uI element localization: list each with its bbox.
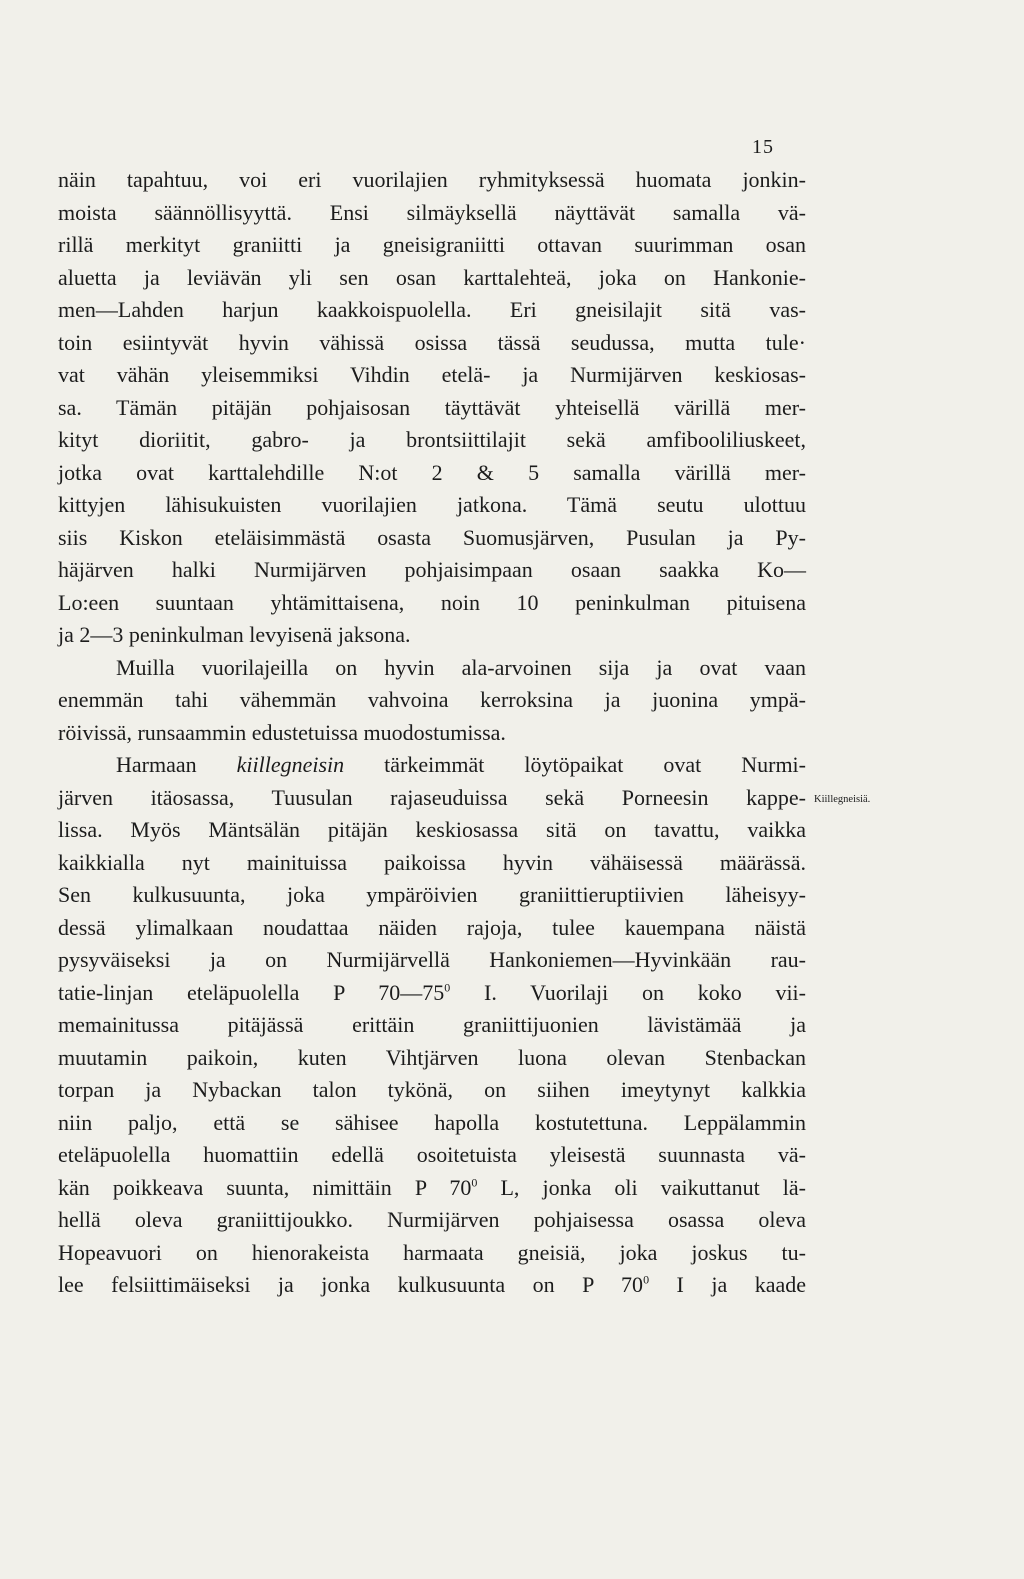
text-line: näin tapahtuu, voi eri vuorilajien ryhmityksessä huomata jonkin- (58, 167, 806, 192)
text-line: Hopeavuori on hienorakeista harmaata gneisiä, joka joskus tu- (58, 1239, 806, 1265)
text-line: kittyjen lähisukuisten vuorilajien jatkona. Tämä seutu ulottuu (58, 492, 806, 517)
degree-superscript: 0 (471, 1175, 478, 1190)
page-number: 15 (752, 136, 774, 158)
text-line: aluetta ja leviävän yli sen osan karttalehteä, joka on Hankonie- (58, 264, 806, 290)
text-line: hellä oleva graniittijoukko. Nurmijärven pohjaisessa osassa oleva (58, 1207, 806, 1232)
text-line: men—Lahden harjun kaakkoispuolella. Eri gneisilajit sitä vas- (58, 297, 806, 322)
body-text (58, 164, 806, 1302)
text-segment: lee felsiittimäiseksi ja jonka kulkusuunta on P 70 (58, 1272, 644, 1297)
text-line: ja 2—3 peninkulman levyisenä jaksona. (58, 622, 411, 647)
italic-term: kiillegneisin (236, 752, 345, 777)
text-line: röivissä, runsaammin edustetuissa muodostumissa. (58, 719, 506, 745)
text-line: dessä ylimalkaan noudattaa näiden rajoja, tulee kauempana näistä (58, 914, 806, 940)
text-line: torpan ja Nybackan talon tykönä, on siihen imeytynyt kalkkia (58, 1077, 806, 1102)
text-segment: I. Vuorilaji on koko vii- (450, 979, 806, 1005)
text-line (58, 1269, 806, 1302)
text-line: eteläpuolella huomattiin edellä osoitetuista yleisestä suunnasta vä- (58, 1142, 806, 1167)
text-line: Sen kulkusuunta, joka ympäröivien graniittieruptiivien läheisyy- (58, 882, 806, 907)
text-segment: tärkeimmät löytöpaikat ovat Nurmi- (344, 752, 806, 777)
text-line: järven itäosassa, Tuusulan rajaseuduissa sekä Porneesin kappe- (58, 784, 806, 810)
text-segment: I ja kaade (649, 1272, 807, 1297)
text-line: enemmän tahi vähemmän vahvoina kerroksina ja juonina ympä- (58, 687, 806, 712)
text-line: Lo:een suuntaan yhtämittaisena, noin 10 peninkulman pituisena (58, 589, 806, 615)
degree-superscript: 0 (444, 980, 451, 995)
text-line: siis Kiskon eteläisimmästä osasta Suomusjärven, Pusulan ja Py- (58, 524, 806, 550)
text-line: moista säännöllisyyttä. Ensi silmäyksellä näyttävät samalla vä- (58, 199, 806, 225)
text-line: niin paljo, että se sähisee hapolla kostutettuna. Leppälammin (58, 1109, 806, 1135)
degree-superscript: 0 (643, 1272, 650, 1287)
text-line (58, 977, 806, 1010)
text-segment: Harmaan (116, 752, 237, 777)
text-line: kityt dioriitit, gabro- ja brontsiittilajit sekä amfibooliliuskeet, (58, 427, 806, 452)
text-line: Muilla vuorilajeilla on hyvin ala-arvoinen sija ja ovat vaan (116, 654, 806, 680)
text-line (58, 1172, 806, 1205)
text-line: jotka ovat karttalehdille N:ot 2 & 5 samalla värillä mer- (58, 459, 806, 485)
text-line: vat vähän yleisemmiksi Vihdin etelä- ja Nurmijärven keskiosas- (58, 362, 806, 387)
text-line: muutamin paikoin, kuten Vihtjärven luona olevan Stenbackan (58, 1044, 806, 1070)
text-segment: L, jonka oli vaikuttanut lä- (477, 1174, 806, 1200)
text-line: sa. Tämän pitäjän pohjaisosan täyttävät yhteisellä värillä mer- (58, 394, 806, 420)
text-line: toin esiintyvät hyvin vähissä osissa tässä seudussa, mutta tule· (58, 329, 806, 355)
text-line: kaikkialla nyt mainituissa paikoissa hyvin vähäisessä määrässä. (58, 849, 806, 875)
text-line: rillä merkityt graniitti ja gneisigraniitti ottavan suurimman osan (58, 232, 806, 257)
margin-note: Kiillegneisiä. (814, 794, 871, 805)
text-segment: kän poikkeava suunta, nimittäin P 70 (58, 1174, 472, 1200)
text-segment: tatie-linjan eteläpuolella P 70—75 (58, 979, 445, 1005)
text-line: pysyväiseksi ja on Nurmijärvellä Hankoniemen—Hyvinkään rau- (58, 947, 806, 972)
text-line: häjärven halki Nurmijärven pohjaisimpaan osaan saakka Ko— (58, 557, 806, 582)
text-line (58, 749, 806, 782)
text-line: lissa. Myös Mäntsälän pitäjän keskiosassa sitä on tavattu, vaikka (58, 817, 806, 842)
text-line: memainitussa pitäjässä erittäin graniittijuonien lävistämää ja (58, 1012, 806, 1037)
